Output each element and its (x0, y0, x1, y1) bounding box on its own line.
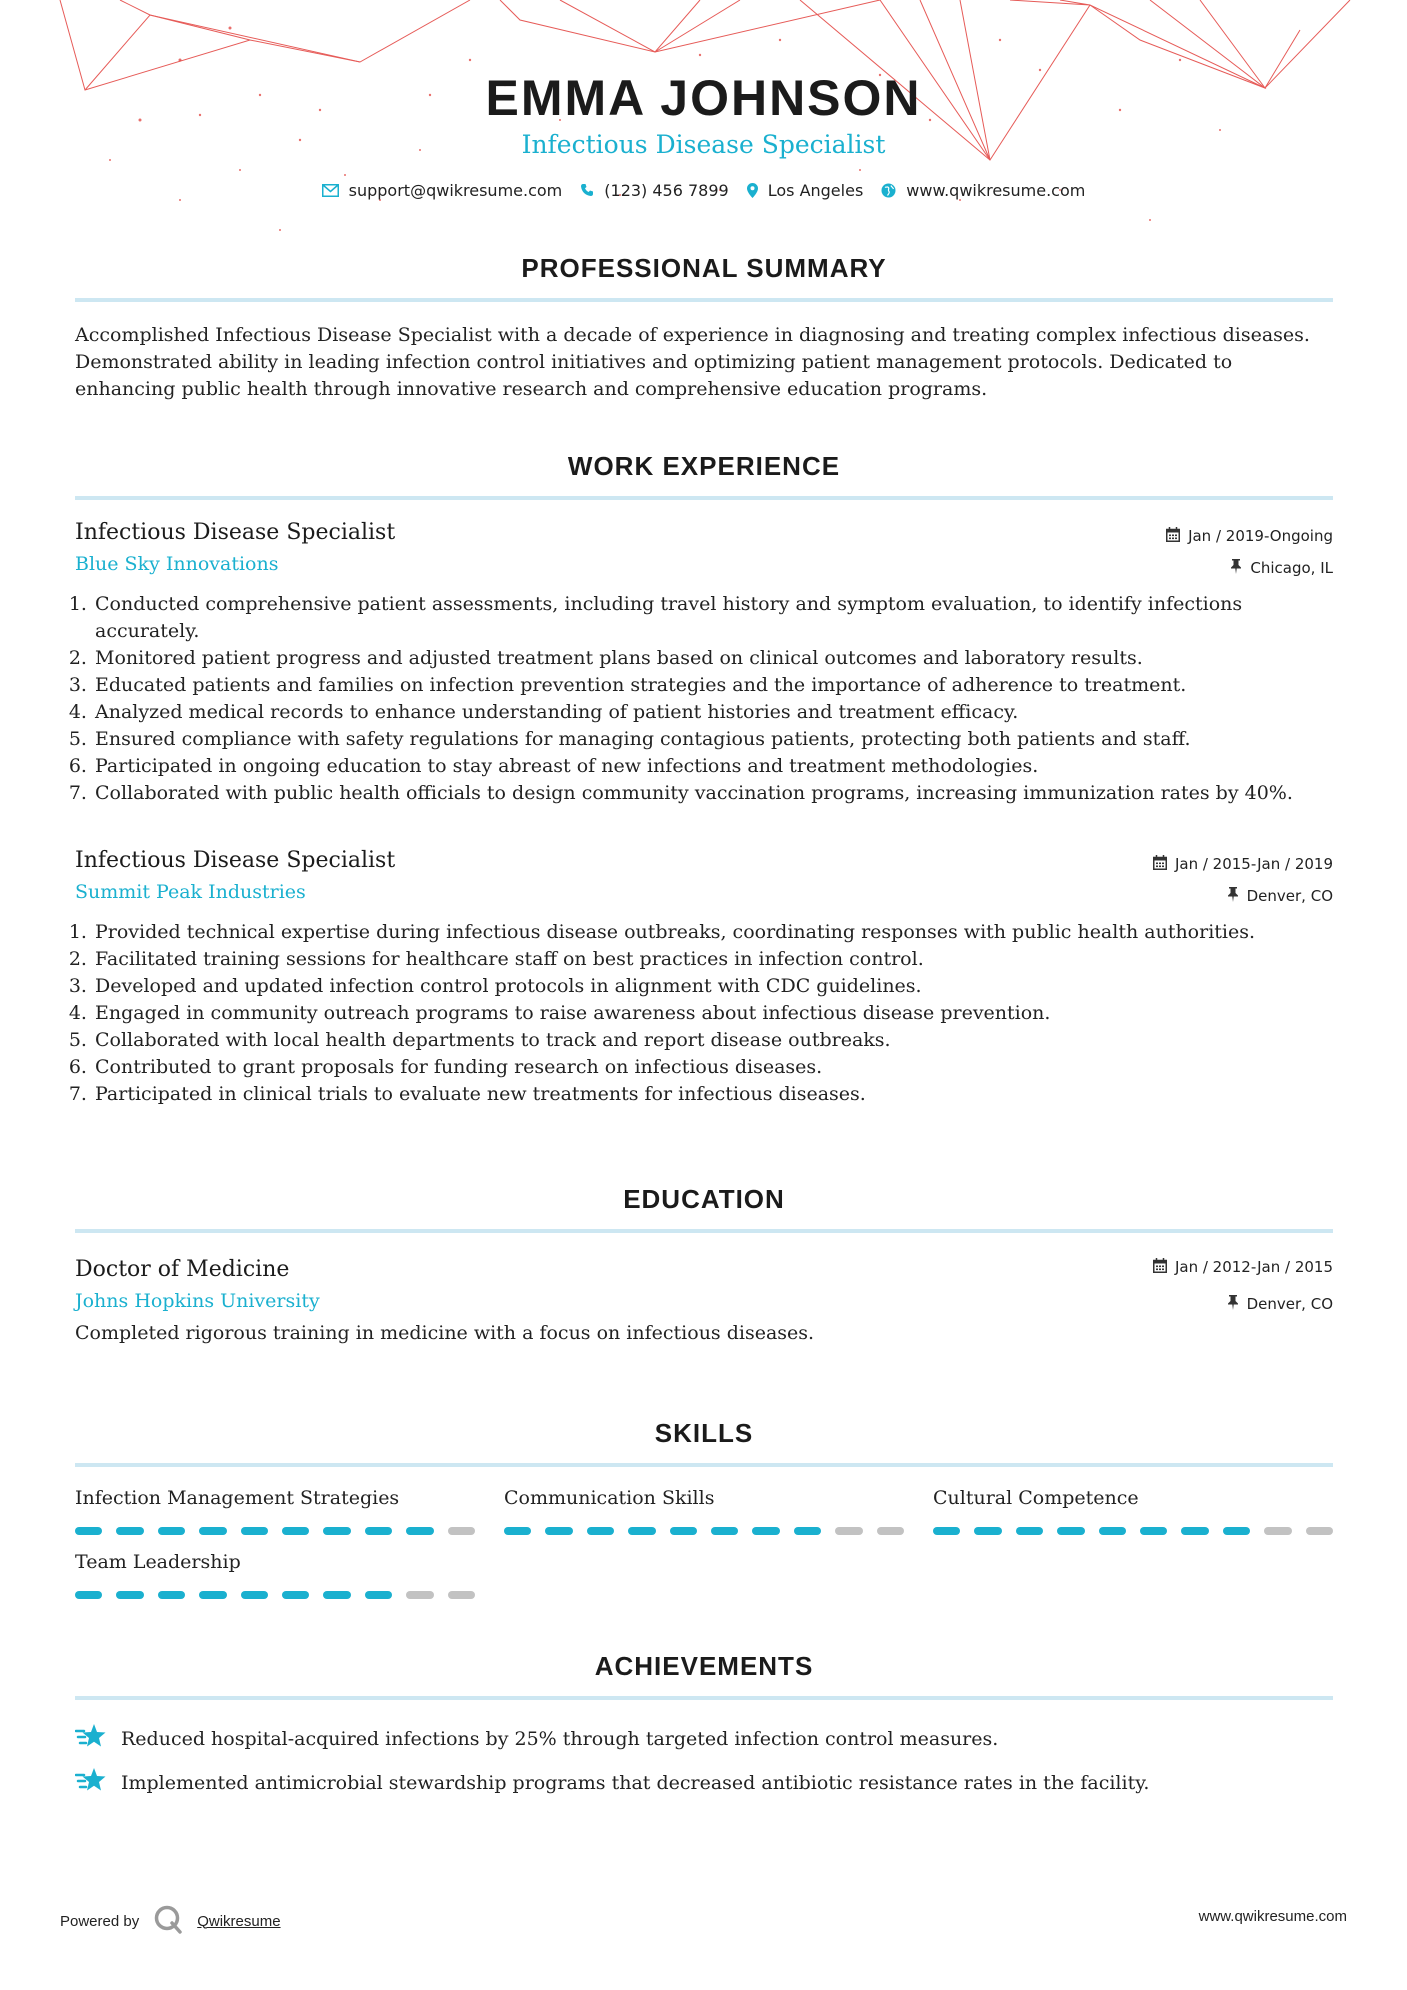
pushpin-icon (1230, 559, 1242, 578)
contact-row (0, 181, 1407, 200)
job-title: Infectious Disease Specialist (75, 520, 396, 545)
job-company: Blue Sky Innovations (75, 553, 279, 575)
skill-segment-filled (628, 1527, 655, 1535)
contact-email[interactable] (322, 181, 563, 200)
skill-segment-filled (75, 1591, 102, 1599)
degree-title: Doctor of Medicine (75, 1257, 290, 1282)
calendar-icon (1153, 855, 1167, 874)
summary-text: Accomplished Infectious Disease Specialist with a decade of experience in diagnosing and treating complex infectious diseases. Demonstrated ability in leading infection control initiatives and optimizing patient management protocols. Dedicated to enhancing public health through innovative research and comprehensive education programs. (75, 324, 1310, 400)
skill-segment-empty (448, 1527, 475, 1535)
skill-segment-empty (1264, 1527, 1291, 1535)
skill-segment-filled (116, 1591, 143, 1599)
skill-segment-empty (448, 1591, 475, 1599)
candidate-name: EMMA JOHNSON (485, 70, 922, 126)
skill-segment-filled (323, 1591, 350, 1599)
achievement-text: Implemented antimicrobial stewardship programs that decreased antibiotic resistance rates in the facility. (121, 1771, 1150, 1794)
section-divider (75, 1463, 1333, 1467)
job-location: Denver, CO (1246, 887, 1333, 905)
envelope-icon (322, 184, 339, 197)
skill-name: Cultural Competence (933, 1487, 1139, 1509)
skill-segment-filled (1140, 1527, 1167, 1535)
list-item: 2. Monitored patient progress and adjusted treatment plans based on clinical outcomes and laboratory results. (93, 645, 1333, 672)
skill-segment-filled (365, 1527, 392, 1535)
phone-text: (123) 456 7899 (604, 180, 729, 200)
skill-segment-filled (406, 1527, 433, 1535)
list-item: 7. Participated in clinical trials to evaluate new treatments for infectious diseases. (93, 1081, 1333, 1108)
list-item: 5. Ensured compliance with safety regulations for managing contagious patients, protecting both patients and staff. (93, 726, 1333, 753)
skill-segment-filled (794, 1527, 821, 1535)
education-section (75, 1184, 1333, 1233)
skill-segment-filled (158, 1527, 185, 1535)
achievement-item (75, 1722, 998, 1755)
education-location: Denver, CO (1246, 1295, 1333, 1313)
list-item: 2. Facilitated training sessions for healthcare staff on best practices in infection control. (93, 946, 1333, 973)
skill-segment-filled (158, 1591, 185, 1599)
skill-segment-filled (282, 1591, 309, 1599)
skill-segment-filled (504, 1527, 531, 1535)
skill-segment-filled (116, 1527, 143, 1535)
location-text: Los Angeles (767, 180, 864, 200)
job-dates: Jan / 2015-Jan / 2019 (1174, 855, 1333, 873)
candidate-title: Infectious Disease Specialist (521, 129, 886, 159)
skill-item (504, 1487, 904, 1535)
skill-level-bar (75, 1527, 475, 1535)
skill-segment-filled (75, 1527, 102, 1535)
skill-level-bar (933, 1527, 1333, 1535)
powered-by (60, 1904, 281, 1938)
skill-segment-filled (365, 1591, 392, 1599)
job-company: Summit Peak Industries (75, 881, 306, 903)
job-entry (75, 848, 1333, 1108)
website-text: www.qwikresume.com (906, 180, 1086, 200)
skill-segment-filled (282, 1527, 309, 1535)
education-heading: EDUCATION (623, 1184, 785, 1214)
education-dates: Jan / 2012-Jan / 2015 (1174, 1258, 1333, 1276)
education-description: Completed rigorous training in medicine with a focus on infectious diseases. (75, 1322, 815, 1344)
skill-item (75, 1487, 475, 1535)
skill-segment-filled (1181, 1527, 1208, 1535)
skill-level-bar (75, 1591, 475, 1599)
list-item: 3. Educated patients and families on infection prevention strategies and the importance of adherence to treatment. (93, 672, 1333, 699)
job-title: Infectious Disease Specialist (75, 848, 396, 873)
achievements-heading: ACHIEVEMENTS (594, 1651, 814, 1681)
skill-segment-filled (670, 1527, 697, 1535)
list-item: 4. Analyzed medical records to enhance understanding of patient histories and treatment efficacy. (93, 699, 1333, 726)
job-bullets (75, 919, 1333, 1108)
skill-segment-empty (877, 1527, 904, 1535)
skill-segment-filled (711, 1527, 738, 1535)
experience-heading: WORK EXPERIENCE (567, 451, 841, 481)
contact-website[interactable] (881, 181, 1085, 200)
section-divider (75, 1229, 1333, 1233)
calendar-icon (1166, 527, 1180, 546)
calendar-icon (1153, 1258, 1167, 1277)
job-meta (1153, 848, 1333, 910)
skill-name: Infection Management Strategies (75, 1487, 400, 1509)
job-dates: Jan / 2019-Ongoing (1188, 527, 1333, 545)
pushpin-icon (1227, 1295, 1239, 1314)
achievements-section (75, 1651, 1333, 1700)
skill-segment-empty (1306, 1527, 1333, 1535)
contact-location (747, 181, 864, 200)
map-pin-icon (747, 183, 758, 198)
skills-heading: SKILLS (654, 1418, 754, 1448)
school-name: Johns Hopkins University (75, 1290, 320, 1312)
skill-name: Team Leadership (75, 1551, 241, 1573)
skill-segment-filled (199, 1527, 226, 1535)
skill-segment-empty (406, 1591, 433, 1599)
skill-segment-filled (974, 1527, 1001, 1535)
list-item: 3. Developed and updated infection control protocols in alignment with CDC guidelines. (93, 973, 1333, 1000)
list-item: 1. Conducted comprehensive patient assessments, including travel history and symptom evaluation, to identify infections accurately. (93, 591, 1333, 645)
job-location: Chicago, IL (1250, 559, 1333, 577)
qwikresume-logo-icon (153, 1904, 183, 1938)
job-meta (1166, 520, 1333, 582)
job-entry (75, 520, 1333, 807)
list-item: 6. Participated in ongoing education to stay abreast of new infections and treatment methodologies. (93, 753, 1333, 780)
resume-header (0, 70, 1407, 200)
skill-level-bar (504, 1527, 904, 1535)
star-icon (75, 1722, 107, 1755)
skill-item (75, 1551, 475, 1599)
job-bullets (75, 591, 1333, 807)
achievement-item (75, 1766, 1149, 1799)
skill-segment-filled (1099, 1527, 1126, 1535)
section-divider (75, 496, 1333, 500)
achievement-text: Reduced hospital-acquired infections by 25% through targeted infection control measures. (121, 1727, 999, 1750)
globe-icon (881, 183, 896, 198)
skill-segment-filled (241, 1527, 268, 1535)
summary-section (75, 253, 1333, 403)
section-divider (75, 1696, 1333, 1700)
education-entry (75, 1257, 1333, 1347)
skill-segment-filled (933, 1527, 960, 1535)
section-divider (75, 298, 1333, 302)
skill-segment-filled (1223, 1527, 1250, 1535)
skill-segment-filled (1057, 1527, 1084, 1535)
pushpin-icon (1227, 887, 1239, 906)
phone-icon (580, 183, 594, 197)
skill-name: Communication Skills (504, 1487, 715, 1509)
summary-heading: PROFESSIONAL SUMMARY (521, 253, 887, 283)
skill-segment-filled (752, 1527, 779, 1535)
skill-segment-filled (199, 1591, 226, 1599)
qwikresume-link[interactable]: Qwikresume (197, 1912, 281, 1930)
skill-segment-filled (323, 1527, 350, 1535)
list-item: 5. Collaborated with local health departments to track and report disease outbreaks. (93, 1027, 1333, 1054)
footer-url[interactable]: www.qwikresume.com (1198, 1908, 1347, 1925)
education-meta (1153, 1257, 1333, 1318)
contact-phone[interactable] (580, 181, 728, 200)
skill-segment-filled (545, 1527, 572, 1535)
skill-segment-filled (1016, 1527, 1043, 1535)
list-item: 6. Contributed to grant proposals for funding research on infectious diseases. (93, 1054, 1333, 1081)
skill-segment-filled (241, 1591, 268, 1599)
skills-section (75, 1418, 1333, 1467)
star-icon (75, 1766, 107, 1799)
email-text: support@qwikresume.com (348, 180, 563, 200)
experience-section (75, 451, 1333, 500)
list-item: 1. Provided technical expertise during infectious disease outbreaks, coordinating responses with public health authorities. (93, 919, 1333, 946)
skill-segment-filled (587, 1527, 614, 1535)
list-item: 4. Engaged in community outreach programs to raise awareness about infectious disease prevention. (93, 1000, 1333, 1027)
powered-by-label: Powered by (60, 1912, 140, 1930)
skill-segment-empty (835, 1527, 862, 1535)
skill-item (933, 1487, 1333, 1535)
list-item: 7. Collaborated with public health officials to design community vaccination programs, increasing immunization rates by 40%. (93, 780, 1333, 807)
